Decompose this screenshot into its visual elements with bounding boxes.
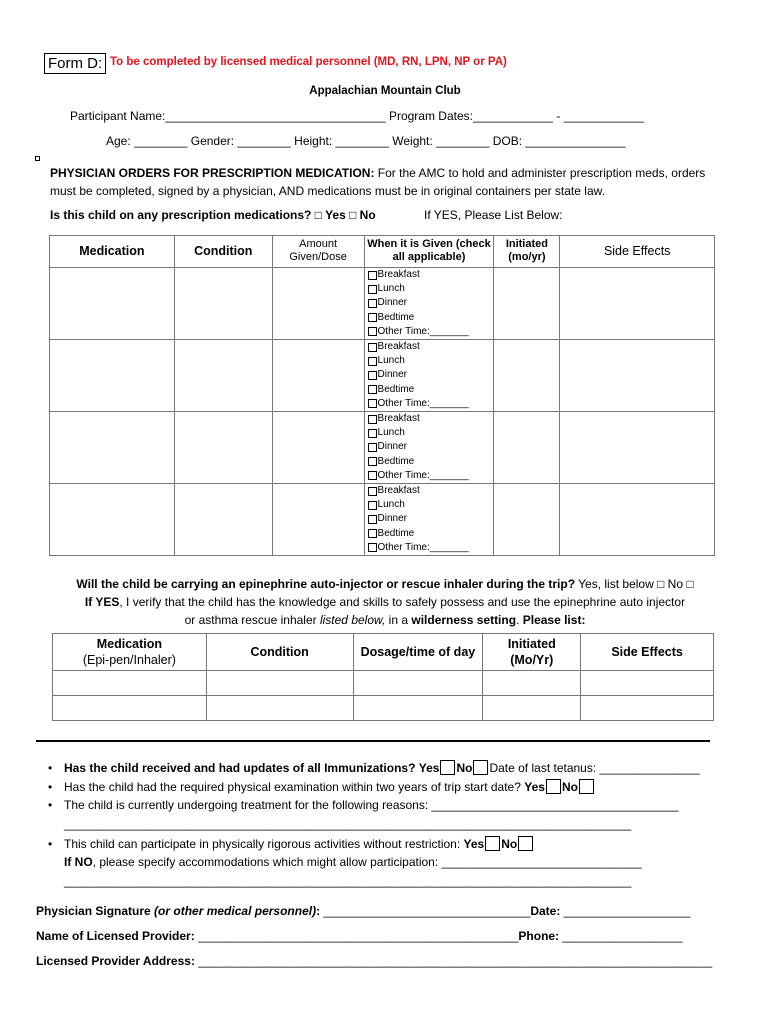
bullet-participate: • This child can participate in physically rigorous activities without restriction: Yes No <box>48 836 534 851</box>
time-option[interactable] <box>368 268 494 282</box>
address-field[interactable]: _____________________________________________________________________________ <box>198 954 713 968</box>
time-option[interactable] <box>368 527 494 541</box>
time-option[interactable] <box>368 340 494 354</box>
signature-line <box>36 904 690 918</box>
immunizations-yes-label: Yes <box>418 761 440 775</box>
checkbox-icon[interactable] <box>368 299 377 308</box>
time-option-label: Breakfast <box>377 413 420 425</box>
time-option-label: Dinner <box>377 441 407 453</box>
time-option-label: Bedtime <box>377 311 415 323</box>
physical-no-checkbox[interactable] <box>579 779 594 794</box>
epi-question-text: Will the child be carrying an epinephrine auto-injector or rescue inhaler during the trip? <box>76 577 576 591</box>
epi-cell[interactable] <box>53 671 207 696</box>
time-option-label: Breakfast <box>377 269 420 280</box>
bullet-physical: • Has the child had the required physical examination within two years of trip start date? Yes No <box>48 779 595 794</box>
checkbox-icon[interactable] <box>368 543 377 552</box>
epi-cell[interactable] <box>353 696 483 721</box>
accommodations-field[interactable]: ______________________________ <box>441 855 642 869</box>
table-header-row <box>53 634 714 671</box>
immunizations-yes-checkbox[interactable] <box>440 760 455 775</box>
participant-line[interactable]: Participant Name:_________________________________ Program Dates:____________ - ____________ <box>70 109 644 123</box>
checkbox-icon[interactable] <box>368 271 377 280</box>
signature-label-italic: (or other medical personnel) <box>154 904 317 918</box>
provider-line <box>36 929 683 943</box>
initiated-cell[interactable] <box>494 412 560 484</box>
checkbox-icon[interactable] <box>368 343 377 352</box>
if-no-line <box>64 855 642 869</box>
bullet-treatment: • The child is currently undergoing treatment for the following reasons: _____________________________________ <box>48 798 679 812</box>
immunizations-no-checkbox[interactable] <box>473 760 488 775</box>
provider-label: Name of Licensed Provider: <box>36 929 195 943</box>
checkbox-icon[interactable] <box>368 529 377 538</box>
time-option-label: Bedtime <box>377 455 415 467</box>
time-option[interactable] <box>368 469 494 483</box>
col-when: When it is Given (check all applicable) <box>364 236 494 268</box>
table-row <box>50 484 715 556</box>
side-effects-cell[interactable] <box>560 412 715 484</box>
time-option[interactable] <box>368 426 494 440</box>
initiated-cell[interactable] <box>494 268 560 340</box>
section-divider <box>36 740 710 742</box>
time-option[interactable] <box>368 541 494 555</box>
signature-label: Physician Signature <box>36 904 151 918</box>
epi-line3-italic: listed below, <box>319 613 386 627</box>
epi-ifyes-label: If YES <box>84 595 120 609</box>
participate-no-checkbox[interactable] <box>518 836 533 851</box>
time-option-label: Dinner <box>377 369 407 381</box>
time-option[interactable] <box>368 354 494 368</box>
time-option[interactable] <box>368 383 494 397</box>
time-option-label: Lunch <box>377 283 405 295</box>
address-label: Licensed Provider Address: <box>36 954 195 968</box>
question-prescription[interactable]: Is this child on any prescription medications? □ Yes □ No <box>50 208 376 222</box>
section-marker-icon <box>35 156 40 161</box>
condition-cell[interactable] <box>174 412 272 484</box>
address-line <box>36 954 712 968</box>
initiated-cell[interactable] <box>494 484 560 556</box>
form-subtitle: To be completed by licensed medical personnel (MD, RN, LPN, NP or PA) <box>110 56 507 68</box>
condition-cell[interactable] <box>174 268 272 340</box>
time-option-label: Breakfast <box>377 485 420 497</box>
checkbox-icon[interactable] <box>368 371 377 380</box>
form-label: Form D: <box>44 53 106 74</box>
epi-line3-bold: wilderness setting <box>411 613 517 627</box>
instructions <box>50 164 720 200</box>
amount-cell[interactable] <box>272 268 364 340</box>
checkbox-icon[interactable] <box>368 313 377 322</box>
side-effects-cell[interactable] <box>560 268 715 340</box>
medication-cell[interactable] <box>50 412 175 484</box>
when-cell <box>364 340 494 412</box>
participate-yes-label: Yes <box>463 837 485 851</box>
time-option[interactable] <box>368 455 494 469</box>
vitals-line[interactable]: Age: ________ Gender: ________ Height: ________ Weight: ________ DOB: _______________ <box>106 134 626 148</box>
time-option-label: Other Time:_______ <box>377 325 469 337</box>
time-option-label: Bedtime <box>377 383 415 395</box>
epi-cell[interactable] <box>53 696 207 721</box>
epi-cell[interactable] <box>353 671 483 696</box>
epi-cell[interactable] <box>206 671 353 696</box>
time-option[interactable] <box>368 325 494 339</box>
immunizations-question: Has the child received and had updates of all Immunizations? <box>64 761 416 775</box>
physical-yes-label: Yes <box>524 780 545 794</box>
when-cell <box>364 484 494 556</box>
epi-line3-b: in a <box>385 613 412 627</box>
time-option[interactable] <box>368 282 494 296</box>
tetanus-field[interactable]: _______________ <box>599 761 700 775</box>
question-list-prompt: If YES, Please List Below: <box>424 208 563 222</box>
checkbox-icon[interactable] <box>368 429 377 438</box>
checkbox-icon[interactable] <box>368 487 377 496</box>
physical-yes-checkbox[interactable] <box>546 779 561 794</box>
side-effects-cell[interactable] <box>560 340 715 412</box>
date-field[interactable]: ___________________ <box>563 904 691 918</box>
time-option[interactable] <box>368 512 494 526</box>
physical-no-label: No <box>561 780 578 794</box>
table-row <box>50 412 715 484</box>
bullet-immunizations: • Has the child received and had updates of all Immunizations? Yes No Date of last tetanus: _______________ <box>48 761 700 775</box>
checkbox-icon[interactable] <box>368 385 377 394</box>
time-option[interactable] <box>368 484 494 498</box>
col-medication: Medication <box>50 236 175 268</box>
phone-field[interactable]: __________________ <box>562 929 683 943</box>
signature-field[interactable]: _______________________________ <box>323 904 531 918</box>
col-amount: Amount Given/Dose <box>272 236 364 268</box>
checkbox-icon[interactable] <box>368 471 377 480</box>
initiated-cell[interactable] <box>494 340 560 412</box>
time-option-label: Dinner <box>377 513 407 525</box>
checkbox-icon[interactable] <box>368 327 377 336</box>
time-option-label: Dinner <box>377 297 407 309</box>
treatment-field-line2[interactable]: _____________________________________________________________________________________ <box>64 817 632 831</box>
participate-no-label: No <box>501 837 518 851</box>
epi-col-medication: Medication (Epi-pen/Inhaler) <box>53 634 207 671</box>
epi-cell[interactable] <box>581 671 714 696</box>
medication-cell[interactable] <box>50 484 175 556</box>
side-effects-cell[interactable] <box>560 484 715 556</box>
treatment-field[interactable]: _____________________________________ <box>431 798 679 812</box>
amount-cell[interactable] <box>272 340 364 412</box>
table-row <box>50 268 715 340</box>
time-option-label: Other Time:_______ <box>377 397 469 409</box>
instructions-text: For the AMC to hold and administer prescription meds, orders must be completed, signed by a physician, AND medications must be in original containers per state law. <box>50 166 706 198</box>
epi-table <box>52 633 714 721</box>
epi-col-dosage: Dosage/time of day <box>353 634 483 671</box>
epi-question-options[interactable]: Yes, list below □ No □ <box>575 577 694 591</box>
epi-cell[interactable] <box>483 696 581 721</box>
participate-yes-checkbox[interactable] <box>485 836 500 851</box>
time-option-label: Bedtime <box>377 527 415 539</box>
time-option[interactable] <box>368 311 494 325</box>
prescription-table <box>49 235 715 556</box>
checkbox-icon[interactable] <box>368 515 377 524</box>
epinephrine-question <box>0 575 770 629</box>
checkbox-icon[interactable] <box>368 415 377 424</box>
condition-cell[interactable] <box>174 484 272 556</box>
date-label: Date: <box>530 904 561 918</box>
table-row <box>53 671 714 696</box>
epi-line3-c: . <box>516 613 523 627</box>
tetanus-label: Date of last tetanus: <box>489 761 597 775</box>
signature-colon: : <box>316 904 321 918</box>
accommodations-field-line2[interactable]: _____________________________________________________________________________________ <box>64 874 632 888</box>
amount-cell[interactable] <box>272 484 364 556</box>
epi-cell[interactable] <box>483 671 581 696</box>
epi-col-initiated: Initiated (Mo/Yr) <box>483 634 581 671</box>
table-row <box>53 696 714 721</box>
epi-verify-text: , I verify that the child has the knowledge and skills to safely possess and use the epinephrine auto injector <box>119 595 686 609</box>
if-no-label: If NO <box>64 855 93 869</box>
epi-col-side-effects: Side Effects <box>581 634 714 671</box>
checkbox-icon[interactable] <box>368 457 377 466</box>
checkbox-icon[interactable] <box>368 357 377 366</box>
time-option[interactable] <box>368 397 494 411</box>
checkbox-icon[interactable] <box>368 443 377 452</box>
epi-line3-a: or asthma rescue inhaler <box>184 613 320 627</box>
when-cell <box>364 412 494 484</box>
medication-cell[interactable] <box>50 268 175 340</box>
epi-please-list: Please list: <box>522 613 586 627</box>
time-option[interactable] <box>368 412 494 426</box>
time-option-label: Lunch <box>377 427 405 439</box>
participate-question: This child can participate in physically rigorous activities without restriction: <box>64 837 461 851</box>
amount-cell[interactable] <box>272 412 364 484</box>
condition-cell[interactable] <box>174 340 272 412</box>
when-cell <box>364 268 494 340</box>
physical-question: Has the child had the required physical examination within two years of trip start date? <box>64 780 521 794</box>
time-option-label: Breakfast <box>377 341 420 353</box>
time-option[interactable] <box>368 440 494 454</box>
checkbox-icon[interactable] <box>368 399 377 408</box>
col-condition: Condition <box>174 236 272 268</box>
time-option[interactable] <box>368 368 494 382</box>
time-option-label: Lunch <box>377 499 405 511</box>
organization-name: Appalachian Mountain Club <box>309 85 461 97</box>
provider-field[interactable]: ________________________________________________ <box>198 929 519 943</box>
time-option[interactable] <box>368 498 494 512</box>
epi-col-condition: Condition <box>206 634 353 671</box>
if-no-text: , please specify accommodations which might allow participation: <box>92 855 439 869</box>
checkbox-icon[interactable] <box>368 501 377 510</box>
table-row <box>50 340 715 412</box>
col-side-effects: Side Effects <box>560 236 715 268</box>
time-option-label: Other Time:_______ <box>377 469 469 481</box>
time-option-label: Lunch <box>377 355 405 367</box>
phone-label: Phone: <box>518 929 560 943</box>
time-option-label: Other Time:_______ <box>377 541 469 553</box>
epi-cell[interactable] <box>206 696 353 721</box>
treatment-question: The child is currently undergoing treatment for the following reasons: <box>64 798 429 812</box>
medication-cell[interactable] <box>50 340 175 412</box>
checkbox-icon[interactable] <box>368 285 377 294</box>
immunizations-no-label: No <box>456 761 473 775</box>
table-header-row <box>50 236 715 268</box>
col-initiated: Initiated (mo/yr) <box>494 236 560 268</box>
epi-cell[interactable] <box>581 696 714 721</box>
instructions-heading: PHYSICIAN ORDERS FOR PRESCRIPTION MEDICATION: <box>50 166 375 180</box>
time-option[interactable] <box>368 296 494 310</box>
